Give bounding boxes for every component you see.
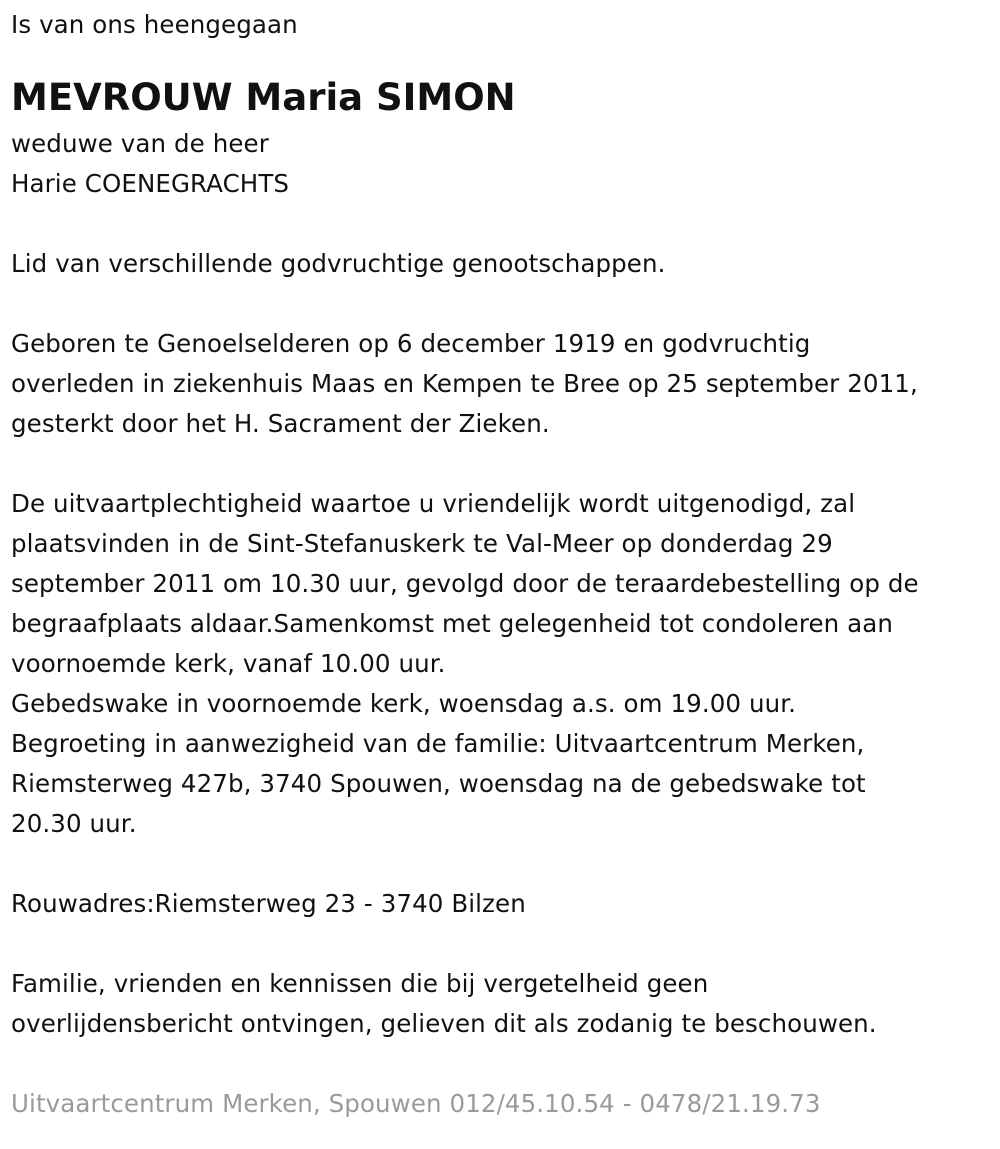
spacer: [11, 284, 991, 324]
paragraph-line: voornoemde kerk, vanaf 10.00 uur.: [11, 649, 446, 678]
spacer: [11, 1044, 991, 1084]
spouse-line-1: weduwe van de heer: [11, 129, 269, 158]
paragraph-line: 20.30 uur.: [11, 809, 137, 838]
paragraph-line: Riemsterweg 427b, 3740 Spouwen, woensdag na de gebedswake tot: [11, 769, 866, 798]
paragraph-line: Familie, vrienden en kennissen die bij vergetelheid geen: [11, 969, 709, 998]
spacer: [11, 204, 991, 244]
paragraph-line: Gebedswake in voornoemde kerk, woensdag a.s. om 19.00 uur.: [11, 689, 797, 718]
ceremony-paragraph: [11, 484, 991, 844]
birth-death-paragraph: [11, 324, 991, 444]
paragraph-line: overlijdensbericht ontvingen, gelieven dit als zodanig te beschouwen.: [11, 1009, 877, 1038]
spacer: [11, 444, 991, 484]
paragraph-line: september 2011 om 10.30 uur, gevolgd door de teraardebestelling op de: [11, 569, 919, 598]
spacer: [11, 844, 991, 884]
spacer: [11, 924, 991, 964]
membership-text: Lid van verschillende godvruchtige genootschappen.: [11, 249, 666, 278]
paragraph-line: De uitvaartplechtigheid waartoe u vriendelijk wordt uitgenodigd, zal: [11, 489, 856, 518]
paragraph-line: Geboren te Genoelselderen op 6 december 1919 en godvruchtig: [11, 329, 811, 358]
paragraph-line: begraafplaats aldaar.Samenkomst met gelegenheid tot condoleren aan: [11, 609, 894, 638]
deceased-name: MEVROUW Maria SIMON: [11, 76, 516, 119]
mourning-address: Rouwadres:Riemsterweg 23 - 3740 Bilzen: [11, 889, 526, 918]
spouse-line-2: Harie COENEGRACHTS: [11, 169, 290, 198]
paragraph-line: plaatsvinden in de Sint-Stefanuskerk te Val-Meer op donderdag 29: [11, 529, 833, 558]
paragraph-line: overleden in ziekenhuis Maas en Kempen te Bree op 25 september 2011,: [11, 369, 918, 398]
closing-paragraph: [11, 964, 991, 1044]
paragraph-line: gesterkt door het H. Sacrament der Zieken.: [11, 409, 550, 438]
funeral-home-footer: Uitvaartcentrum Merken, Spouwen 012/45.10.54 - 0478/21.19.73: [11, 1089, 821, 1118]
death-notice: [11, 0, 991, 1124]
intro-text: Is van ons heengegaan: [11, 10, 298, 39]
paragraph-line: Begroeting in aanwezigheid van de familie: Uitvaartcentrum Merken,: [11, 729, 865, 758]
